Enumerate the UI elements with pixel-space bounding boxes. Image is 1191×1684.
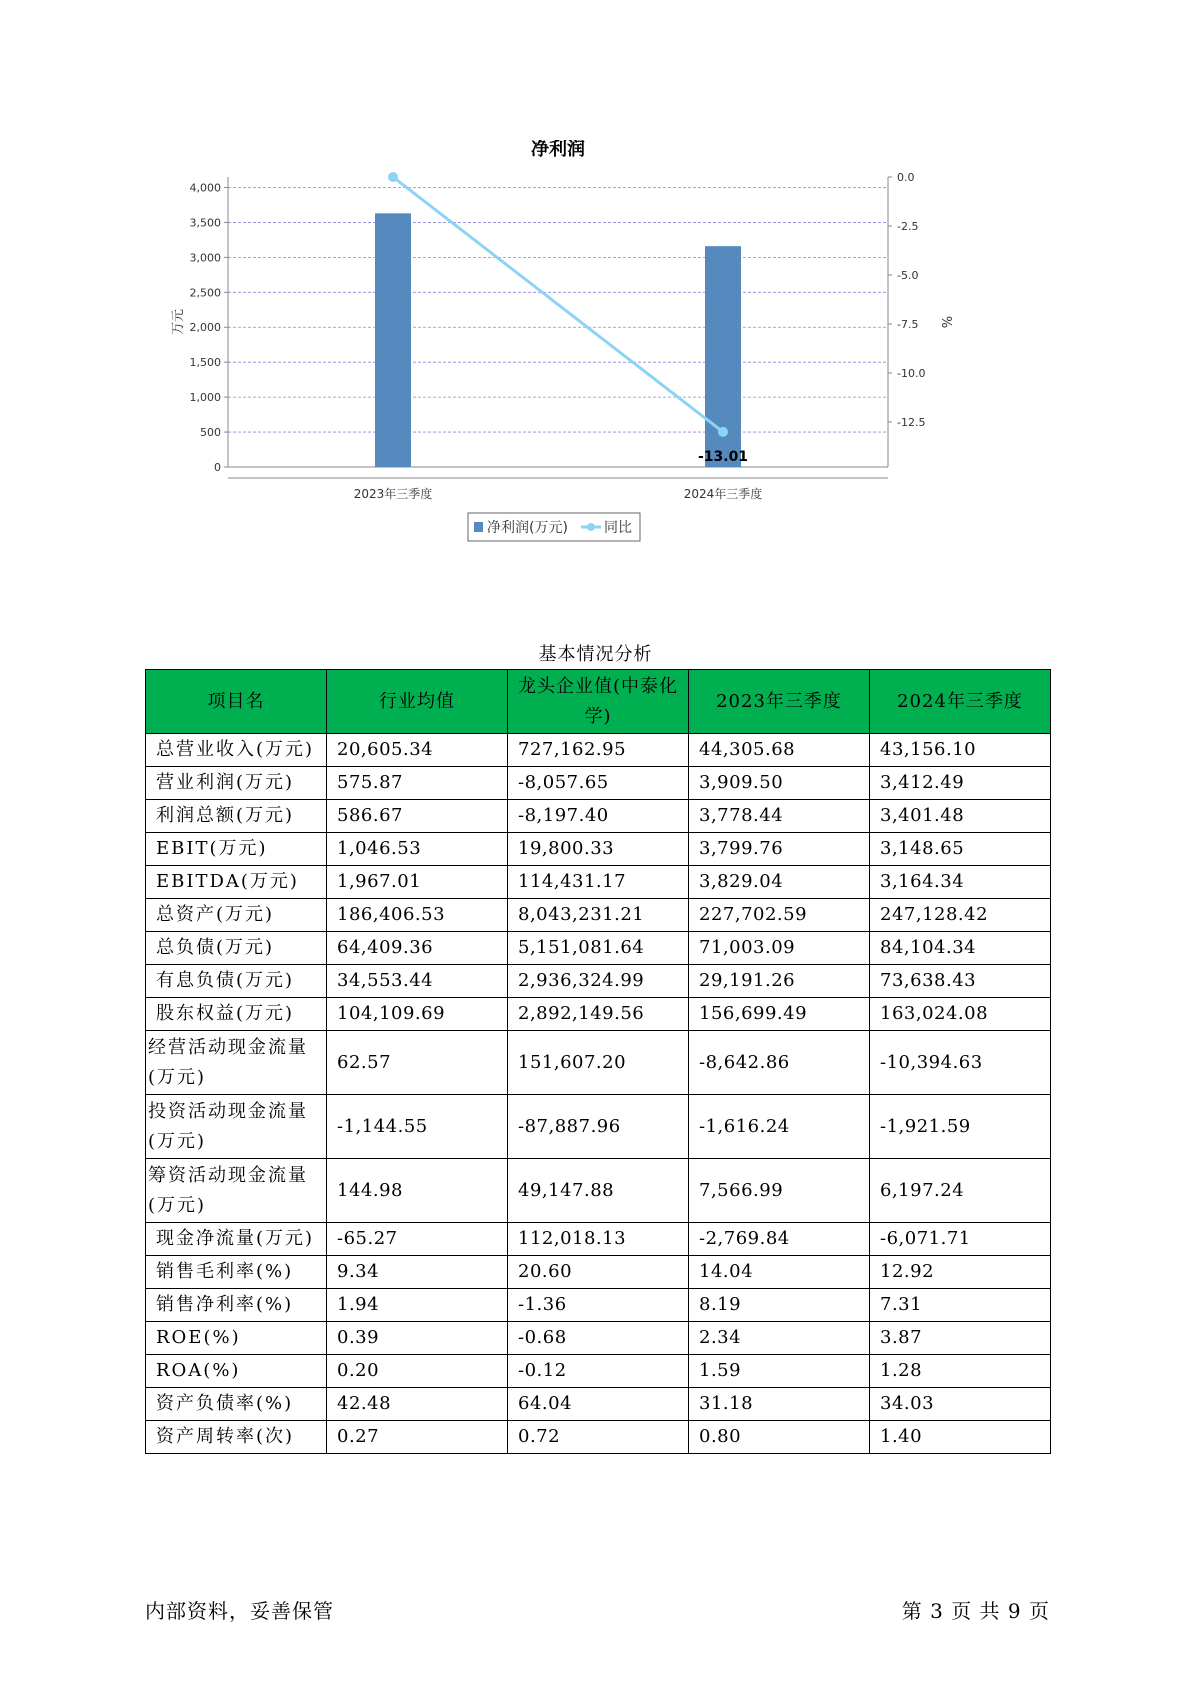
value-cell: 151,607.20	[508, 1031, 689, 1095]
table-body	[146, 734, 1051, 1454]
header-industry-avg: 行业均值	[327, 670, 508, 734]
value-cell: 14.04	[689, 1256, 870, 1289]
value-cell: 575.87	[327, 767, 508, 800]
value-cell: 29,191.26	[689, 965, 870, 998]
value-cell: 3,778.44	[689, 800, 870, 833]
value-cell: 9.34	[327, 1256, 508, 1289]
value-cell: 104,109.69	[327, 998, 508, 1031]
net-profit-chart	[170, 140, 1040, 600]
footer-page-number: 第 3 页 共 9 页	[901, 1599, 1050, 1623]
left-tick-label: 2,000	[189, 321, 221, 335]
value-cell: 49,147.88	[508, 1159, 689, 1223]
row-label-cell: 现金净流量(万元)	[146, 1223, 327, 1256]
value-cell: -1,144.55	[327, 1095, 508, 1159]
value-cell: 6,197.24	[870, 1159, 1051, 1223]
left-axis-label: 万元	[171, 308, 186, 336]
bar-1	[375, 213, 411, 467]
table-row	[146, 1322, 1051, 1355]
row-label-cell: 资产周转率(次)	[146, 1421, 327, 1454]
value-cell: 0.27	[327, 1421, 508, 1454]
value-cell: -1,921.59	[870, 1095, 1051, 1159]
table-row	[146, 800, 1051, 833]
value-cell: -6,071.71	[870, 1223, 1051, 1256]
value-cell: -0.12	[508, 1355, 689, 1388]
value-cell: 19,800.33	[508, 833, 689, 866]
row-label-cell: 利润总额(万元)	[146, 800, 327, 833]
right-tick-label: -7.5	[897, 317, 919, 331]
value-cell: -2,769.84	[689, 1223, 870, 1256]
legend-bar-label: 净利润(万元)	[487, 520, 568, 536]
value-cell: 3,401.48	[870, 800, 1051, 833]
value-cell: 3,909.50	[689, 767, 870, 800]
table-row	[146, 1223, 1051, 1256]
value-cell: 3,412.49	[870, 767, 1051, 800]
row-label-cell: 销售毛利率(%)	[146, 1256, 327, 1289]
table-row	[146, 866, 1051, 899]
value-cell: 1.59	[689, 1355, 870, 1388]
left-tick-label: 1,500	[189, 356, 221, 370]
value-cell: 3,829.04	[689, 866, 870, 899]
row-label-cell: ROA(%)	[146, 1355, 327, 1388]
table-row	[146, 734, 1051, 767]
value-cell: 12.92	[870, 1256, 1051, 1289]
value-cell: 3,164.34	[870, 866, 1051, 899]
header-leader-value: 龙头企业值(中泰化学)	[508, 670, 689, 734]
value-cell: 114,431.17	[508, 866, 689, 899]
legend-line-marker	[587, 523, 595, 531]
row-label-cell: 投资活动现金流量(万元)	[146, 1095, 327, 1159]
value-cell: 64,409.36	[327, 932, 508, 965]
value-cell: -65.27	[327, 1223, 508, 1256]
value-cell: 5,151,081.64	[508, 932, 689, 965]
value-cell: -10,394.63	[870, 1031, 1051, 1095]
right-tick-label: -12.5	[897, 415, 926, 429]
left-tick-label: 3,500	[189, 216, 221, 230]
value-cell: 42.48	[327, 1388, 508, 1421]
left-tick-label: 500	[200, 426, 221, 440]
value-cell: 64.04	[508, 1388, 689, 1421]
table-row	[146, 1159, 1051, 1223]
value-cell: 163,024.08	[870, 998, 1051, 1031]
table-row	[146, 965, 1051, 998]
table-row	[146, 998, 1051, 1031]
value-cell: 186,406.53	[327, 899, 508, 932]
value-cell: -1,616.24	[689, 1095, 870, 1159]
value-cell: 0.20	[327, 1355, 508, 1388]
table-row	[146, 1388, 1051, 1421]
row-label-cell: 筹资活动现金流量(万元)	[146, 1159, 327, 1223]
table-row	[146, 1355, 1051, 1388]
value-cell: 1,967.01	[327, 866, 508, 899]
value-cell: 84,104.34	[870, 932, 1051, 965]
value-cell: 1,046.53	[327, 833, 508, 866]
value-cell: 156,699.49	[689, 998, 870, 1031]
right-tick-label: -2.5	[897, 219, 919, 233]
value-cell: 727,162.95	[508, 734, 689, 767]
row-label-cell: 总资产(万元)	[146, 899, 327, 932]
row-label-cell: 总营业收入(万元)	[146, 734, 327, 767]
value-cell: 20,605.34	[327, 734, 508, 767]
left-tick-label: 2,500	[189, 286, 221, 300]
value-cell: 247,128.42	[870, 899, 1051, 932]
value-cell: 71,003.09	[689, 932, 870, 965]
table-row	[146, 767, 1051, 800]
left-tick-label: 0	[214, 461, 221, 474]
value-cell: 586.67	[327, 800, 508, 833]
yoy-line	[393, 177, 723, 432]
x-tick-label: 2024年三季度	[683, 487, 763, 501]
right-tick-label: -10.0	[897, 366, 926, 380]
yoy-point-1	[388, 172, 398, 182]
value-cell: 144.98	[327, 1159, 508, 1223]
row-label-cell: 营业利润(万元)	[146, 767, 327, 800]
value-cell: -8,197.40	[508, 800, 689, 833]
value-cell: 0.72	[508, 1421, 689, 1454]
value-cell: 43,156.10	[870, 734, 1051, 767]
value-cell: 62.57	[327, 1031, 508, 1095]
value-cell: 34,553.44	[327, 965, 508, 998]
left-tick-label: 4,000	[189, 181, 221, 195]
value-cell: 20.60	[508, 1256, 689, 1289]
yoy-point-2	[718, 427, 728, 437]
header-item-name: 项目名	[146, 670, 327, 734]
table-row	[146, 1289, 1051, 1322]
value-cell: 8.19	[689, 1289, 870, 1322]
table-row	[146, 1095, 1051, 1159]
value-cell: 8,043,231.21	[508, 899, 689, 932]
row-label-cell: 总负债(万元)	[146, 932, 327, 965]
yoy-point-label: -13.01	[697, 448, 749, 465]
table-row	[146, 833, 1051, 866]
table-row	[146, 899, 1051, 932]
value-cell: 2.34	[689, 1322, 870, 1355]
value-cell: 3,148.65	[870, 833, 1051, 866]
chart-title: 净利润	[531, 140, 585, 160]
value-cell: 0.80	[689, 1421, 870, 1454]
value-cell: -1.36	[508, 1289, 689, 1322]
value-cell: 2,936,324.99	[508, 965, 689, 998]
value-cell: 7,566.99	[689, 1159, 870, 1223]
value-cell: 1.40	[870, 1421, 1051, 1454]
left-tick-label: 3,000	[189, 251, 221, 265]
footer-confidential-note: 内部资料，妥善保管	[145, 1599, 334, 1623]
row-label-cell: 有息负债(万元)	[146, 965, 327, 998]
value-cell: -87,887.96	[508, 1095, 689, 1159]
table-header-row	[146, 670, 1051, 734]
legend-line-label: 同比	[604, 520, 632, 536]
table-row	[146, 1256, 1051, 1289]
row-label-cell: 销售净利率(%)	[146, 1289, 327, 1322]
value-cell: 3,799.76	[689, 833, 870, 866]
value-cell: 73,638.43	[870, 965, 1051, 998]
row-label-cell: EBITDA(万元)	[146, 866, 327, 899]
value-cell: 112,018.13	[508, 1223, 689, 1256]
row-label-cell: 资产负债率(%)	[146, 1388, 327, 1421]
header-2023-q3: 2023年三季度	[689, 670, 870, 734]
header-2024-q3: 2024年三季度	[870, 670, 1051, 734]
value-cell: 34.03	[870, 1388, 1051, 1421]
table-row	[146, 1031, 1051, 1095]
right-axis-label: %	[938, 315, 953, 329]
value-cell: 1.94	[327, 1289, 508, 1322]
table-title: 基本情况分析	[538, 644, 653, 665]
table-row	[146, 1421, 1051, 1454]
value-cell: 227,702.59	[689, 899, 870, 932]
legend-bar-swatch	[474, 522, 483, 532]
x-tick-label: 2023年三季度	[353, 487, 433, 501]
row-label-cell: EBIT(万元)	[146, 833, 327, 866]
basic-analysis-table	[145, 669, 1051, 1454]
value-cell: 31.18	[689, 1388, 870, 1421]
right-tick-label: -5.0	[897, 268, 919, 282]
right-tick-label: 0.0	[897, 171, 915, 184]
value-cell: 44,305.68	[689, 734, 870, 767]
value-cell: 0.39	[327, 1322, 508, 1355]
chart-canvas	[170, 140, 1040, 600]
left-tick-label: 1,000	[189, 391, 221, 405]
value-cell: -0.68	[508, 1322, 689, 1355]
row-label-cell: 股东权益(万元)	[146, 998, 327, 1031]
value-cell: -8,057.65	[508, 767, 689, 800]
value-cell: 3.87	[870, 1322, 1051, 1355]
value-cell: -8,642.86	[689, 1031, 870, 1095]
value-cell: 1.28	[870, 1355, 1051, 1388]
row-label-cell: 经营活动现金流量(万元)	[146, 1031, 327, 1095]
table-row	[146, 932, 1051, 965]
chart-svg	[170, 140, 1040, 600]
value-cell: 2,892,149.56	[508, 998, 689, 1031]
row-label-cell: ROE(%)	[146, 1322, 327, 1355]
value-cell: 7.31	[870, 1289, 1051, 1322]
